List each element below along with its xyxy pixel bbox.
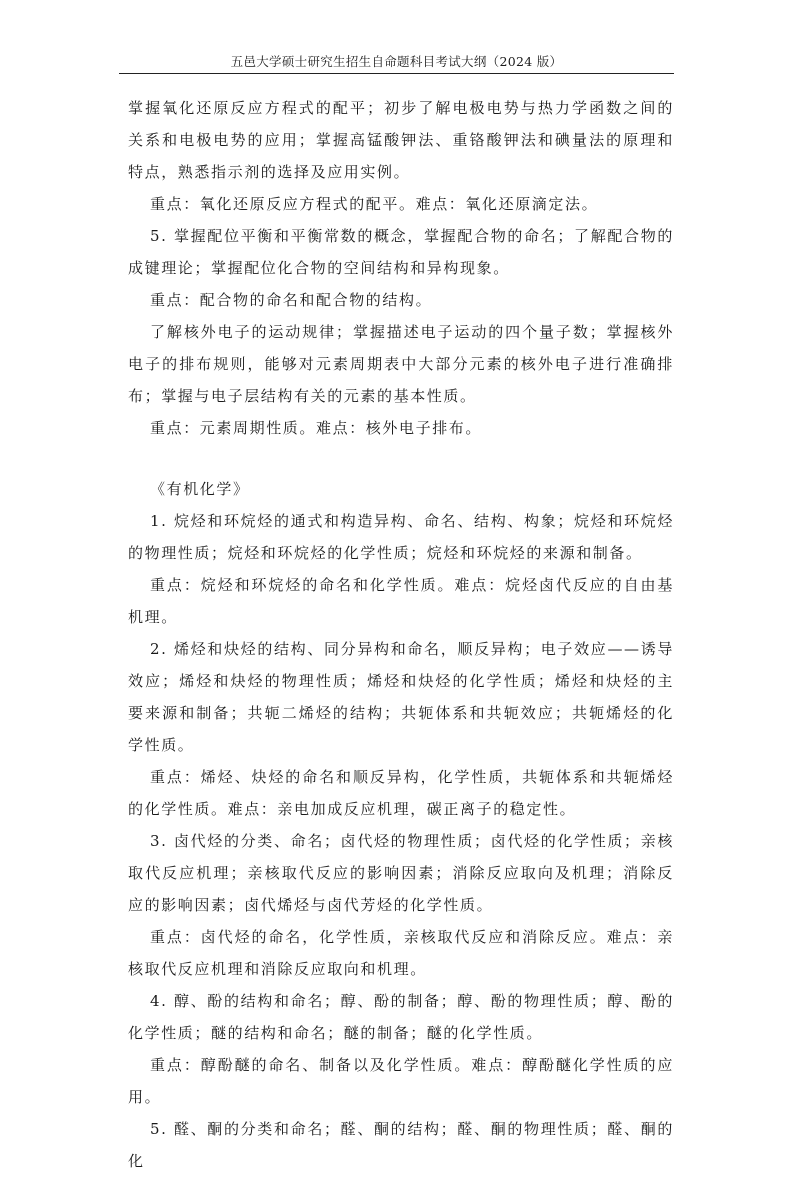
paragraph-haloalkanes-keypoints: 重点：卤代烃的命名，化学性质，亲核取代反应和消除反应。难点：亲核取代反应机理和消除反应取向和机理。: [128, 928, 674, 978]
paragraph-electrons-keypoints: 重点：元素周期性质。难点：核外电子排布。: [150, 419, 483, 437]
paragraph-alcohols-keypoints: 重点：醇酚醚的命名、制备以及化学性质。难点：醇酚醚化学性质的应用。: [128, 1056, 674, 1106]
paragraph-coordination: 5. 掌握配位平衡和平衡常数的概念，掌握配合物的命名；了解配合物的成键理论；掌握配位化合物的空间结构和异构现象。: [128, 227, 674, 277]
document-body: [128, 92, 674, 1177]
paragraph-redox: 掌握氧化还原反应方程式的配平；初步了解电极电势与热力学函数之间的关系和电极电势的应用；掌握高锰酸钾法、重铬酸钾法和碘量法的原理和特点，熟悉指示剂的选择及应用实例。: [128, 99, 674, 181]
paragraph-coordination-keypoints: 重点：配合物的命名和配合物的结构。: [150, 291, 433, 309]
paragraph-haloalkanes: 3. 卤代烃的分类、命名；卤代烃的物理性质；卤代烃的化学性质；亲核取代反应机理；亲核取代反应的影响因素；消除反应取向及机理；消除反应的影响因素；卤代烯烃与卤代芳烃的化学性质。: [128, 832, 674, 914]
paragraph-electrons: 了解核外电子的运动规律；掌握描述电子运动的四个量子数；掌握核外电子的排布规则，能够对元素周期表中大部分元素的核外电子进行准确排布；掌握与电子层结构有关的元素的基本性质。: [128, 323, 674, 405]
paragraph-alkanes-keypoints: 重点：烷烃和环烷烃的命名和化学性质。难点：烷烃卤代反应的自由基机理。: [128, 576, 674, 626]
page-header-title: 五邑大学硕士研究生招生自命题科目考试大纲（2024 版）: [230, 54, 563, 69]
paragraph-alkenes: 2. 烯烃和炔烃的结构、同分异构和命名，顺反异构；电子效应——诱导效应；烯烃和炔烃的物理性质；烯烃和炔烃的化学性质；烯烃和炔烃的主要来源和制备；共轭二烯烃的结构；共轭体系和共轭效应；共轭烯烃的化学性质。: [128, 640, 674, 754]
paragraph-aldehydes: 5. 醛、酮的分类和命名；醛、酮的结构；醛、酮的物理性质；醛、酮的化: [128, 1120, 674, 1170]
paragraph-alkenes-keypoints: 重点：烯烃、炔烃的命名和顺反异构，化学性质，共轭体系和共轭烯烃的化学性质。难点：亲电加成反应机理，碳正离子的稳定性。: [128, 768, 674, 818]
section-title-organic-chemistry: 《有机化学》: [150, 480, 250, 498]
paragraph-redox-keypoints: 重点：氧化还原反应方程式的配平。难点：氧化还原滴定法。: [150, 195, 599, 213]
header-divider: [119, 73, 674, 74]
paragraph-alkanes: 1. 烷烃和环烷烃的通式和构造异构、命名、结构、构象；烷烃和环烷烃的物理性质；烷烃和环烷烃的化学性质；烷烃和环烷烃的来源和制备。: [128, 512, 674, 562]
paragraph-alcohols: 4. 醇、酚的结构和命名；醇、酚的制备；醇、酚的物理性质；醇、酚的化学性质；醚的结构和命名；醚的制备；醚的化学性质。: [128, 992, 674, 1042]
